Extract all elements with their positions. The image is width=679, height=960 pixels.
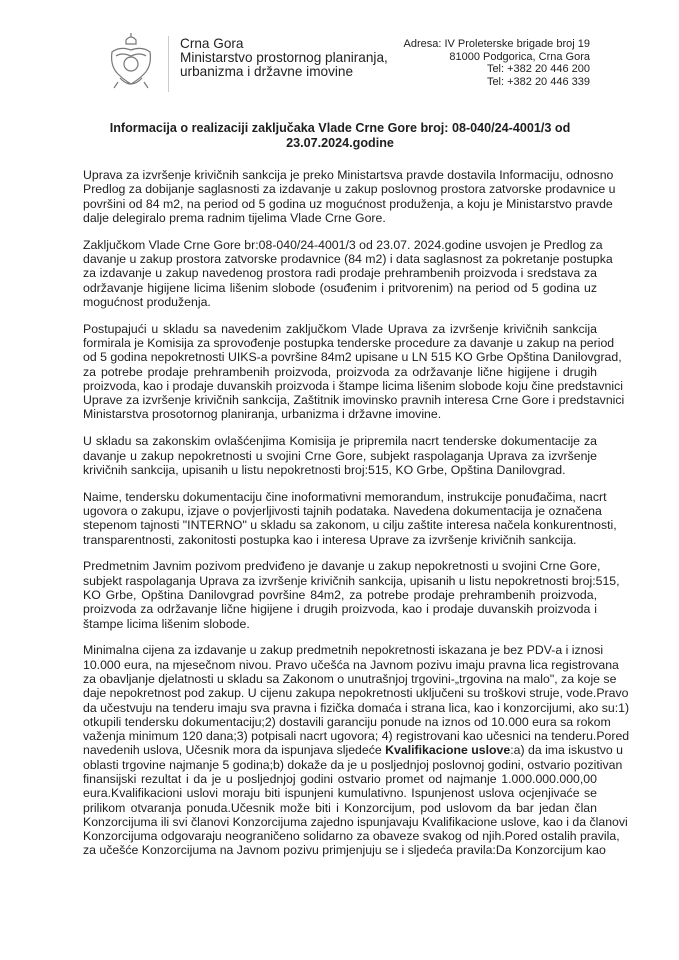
text-line: Predlog za dobijanje saglasnosti za izdavanje u zakup poslovnog prostora zatvorske prodavnice u bbox=[83, 182, 616, 197]
text-line: davanje u zakup prostora zatvorske prodavnice (84 m2) i data saglasnost za pokretanje postupka bbox=[83, 251, 613, 266]
text-line: Naime, tendersku dokumentaciju čine inoformativni memorandum, instrukcije ponuđačima, nacrt bbox=[83, 489, 607, 504]
address-street: Adresa: IV Proleterske brigade broj 19 bbox=[403, 38, 590, 50]
header-divider bbox=[168, 36, 169, 92]
phone-2: Tel: +382 20 446 339 bbox=[486, 75, 590, 88]
text-line: davanje u zakup nepokretnosti u svojini Crne Gore, subjekt raspolaganja Uprava za izvršenje bbox=[83, 448, 597, 463]
paragraph bbox=[83, 643, 630, 858]
text-line: Zaključkom Vlade Crne Gore br:08-040/24-4001/3 od 23.07. 2024.godine usvojen je Predlog za bbox=[83, 237, 603, 252]
text-line: krivičnih sankcija, upisanih u listu nepokretnosti broj:515, KO Grbe, Opština Danilovgrad. bbox=[83, 462, 566, 477]
text-line: mogućnost produženja. bbox=[83, 294, 211, 309]
org-ministry-line1: Ministarstvo prostornog planiranja, bbox=[180, 50, 388, 66]
text-line: za učešće Konzorcijuma na Javnom pozivu primjenjuju se i sljedeća pravila:Da Konzorcijum kao bbox=[83, 843, 606, 858]
text-line: prilikom otvaranja ponuda.Učesnik može biti i Konzorcijum, pod uslovom da bar jedan član bbox=[83, 800, 597, 815]
text-line bbox=[83, 743, 623, 758]
text-line: Konzorcijuma odgovaraju neograničeno solidarno za obaveze svakog od njih.Pored ostalih pravila, bbox=[83, 829, 620, 844]
phone-1: Tel: +382 20 446 200 bbox=[486, 63, 590, 76]
text-line: od 5 godina nepokretnosti UIKS-a površine 84m2 upisane u LN 515 KO Grbe Opština Danilovgrad, bbox=[83, 350, 622, 365]
text-line: dalje delegiralo prema radnim tijelima Vlade Crne Gore. bbox=[83, 210, 386, 225]
text-line: Minimalna cijena za izdavanje u zakup predmetnih nepokretnosti iskazana je bez PDV-a i iznosi bbox=[83, 643, 604, 658]
paragraph bbox=[83, 559, 620, 631]
text-line: važenja minimum 120 dana;3) potpisali nacrt ugovora; 4) registrovani kao učesnici na tenderu.Pored bbox=[83, 729, 630, 744]
text-line: Predmetnim Javnim pozivom predviđeno je davanje u zakup nepokretnosti u svojini Crne Gore, bbox=[83, 559, 601, 574]
org-country: Crna Gora bbox=[180, 36, 244, 51]
text-line: štampe licima lišenim slobode. bbox=[83, 616, 250, 631]
coat-of-arms-icon bbox=[106, 32, 156, 92]
text-line: proizvoda, kao i prodaje duvanskih proizvoda i štampe licima lišenim slobode koju čine predstavnici bbox=[83, 378, 623, 393]
text-line: Konzorcijuma ili svi članovi Konzorcijuma zajedno ispunjavaju Kvalifikacione uslove, kao i da članovi bbox=[83, 814, 628, 829]
text-line: za obavljanje djelatnosti u skladu sa Zakonom o unutrašnjoj trgovini-„trgovina na malo", za koje se bbox=[83, 671, 617, 686]
text-line: oblasti trgovine najmanje 5 godina;b) dokaže da je u posljednjoj poslovnoj godini, ostvario pozitivan bbox=[83, 757, 623, 772]
org-ministry-line2: urbanizma i državne imovine bbox=[180, 64, 354, 80]
text-line: formirala je Komisija za sprovođenje postupka tenderske procedure za davanje u zakup na period bbox=[83, 335, 615, 350]
text-line: proizvoda za održavanje lične higijene i drugih proizvoda, kao i prodaje duvanskih proizvoda i bbox=[83, 602, 597, 617]
text-segment: :a) da ima iskustvo u bbox=[510, 743, 623, 758]
paragraph bbox=[83, 237, 613, 309]
title-line: Informacija o realizaciji zaključaka Vlade Crne Gore broj: 08-040/24-4001/3 od bbox=[109, 121, 571, 135]
title-line: 23.07.2024.godine bbox=[286, 136, 394, 150]
text-line: subjekt raspolaganja Uprava za izvršenje krivičnih sankcija, upisanih u listu nepokretnosti broj:515, bbox=[83, 573, 620, 588]
text-line: eura.Kvalifikacioni uslovi moraju biti ispunjeni kumulativno. Ispunjenost uslova ocjenjivaće se bbox=[83, 786, 597, 801]
text-line: da učestvuju na tenderu imaju sva pravna i fizička domaća i strana lica, kao i konzorcijumi, ako su:1) bbox=[83, 700, 630, 715]
paragraph bbox=[83, 321, 625, 422]
text-line: KO Grbe, Opština Danilovgrad površine 84m2, za potrebe prodaje prehrambenih proizvoda, bbox=[83, 587, 597, 602]
text-line: Ministarstva prosotornog planiranja, urbanizma i državne imovine. bbox=[83, 407, 442, 422]
bold-text: Kvalifikacione uslove bbox=[385, 743, 511, 758]
text-line: za potrebe prodaje prehrambenih proizvoda, proizvoda za održavanje lične higijene i drugih bbox=[83, 364, 597, 379]
text-line: Uprave za izvršenje krivičnih sankcija, Zaštitnik imovinsko pravnih interesa Crne Gore i predstavnici bbox=[83, 393, 625, 408]
address-city: 81000 Podgorica, Crna Gora bbox=[449, 50, 590, 63]
paragraph bbox=[83, 434, 597, 477]
text-line: 10.000 eura, na mjesečnom nivou. Pravo učešća na Javnom pozivu imaju pravna lica registrovana bbox=[83, 657, 619, 672]
contact-address bbox=[404, 38, 591, 88]
text-line: održavanje higijene licima lišenim slobode (osuđenim i pritvorenim) na period od 5 godina uz bbox=[83, 280, 597, 295]
text-segment: navedenih uslova, Učesnik mora da ispunjava sljedeće bbox=[83, 743, 386, 758]
document-title bbox=[60, 121, 620, 151]
document-body bbox=[83, 168, 630, 870]
text-line: otkupili tendersku dokumentaciju;2) dostavili garanciju ponude na iznos od 10.000 eura sa rokom bbox=[83, 714, 611, 729]
text-line: transparentnosti, zakonitosti postupka kao i interesa Uprave za izvršenje krivičnih sankcija. bbox=[83, 532, 577, 547]
paragraph bbox=[83, 489, 617, 547]
text-line: za izdavanje u zakup navedenog prostora radi prodaje prehrambenih proizvoda i sredstava za bbox=[83, 266, 597, 281]
text-line: Uprava za izvršenje krivičnih sankcija je preko Ministartsva pravde dostavila Informaciju, odnosno bbox=[83, 168, 614, 182]
text-line: finansijski rezultat i da je u posljednjoj godini ostvario promet od najmanje 1.000.000.000,00 bbox=[83, 771, 597, 786]
organization-name bbox=[180, 37, 388, 80]
text-line: ugovora o zakupu, izjave o povjerljivosti tajnih podataka. Navedena dokumentacija je označena bbox=[83, 503, 602, 518]
paragraph bbox=[83, 168, 616, 225]
text-line: Postupajući u skladu sa navedenim zaključkom Vlade Uprava za izvršenje krivičnih sankcija bbox=[83, 321, 597, 336]
text-line: stepenom tajnosti "INTERNO" u skladu sa zakonom, u cilju zaštite interesa načela konkurentnosti, bbox=[83, 518, 617, 533]
text-line: U skladu sa zakonskim ovlašćenjima Komisija je pripremila nacrt tenderske dokumentacije za bbox=[83, 434, 597, 449]
text-line: daje nepokretnost pod zakup. U cijenu zakupa nepokretnosti uključeni su troškovi struje, vode.Pravo bbox=[83, 686, 629, 701]
text-line: površini od 84 m2, na period od 5 godina uz mogućnost produženja, a koju je Ministarstvo pravde bbox=[83, 196, 613, 211]
